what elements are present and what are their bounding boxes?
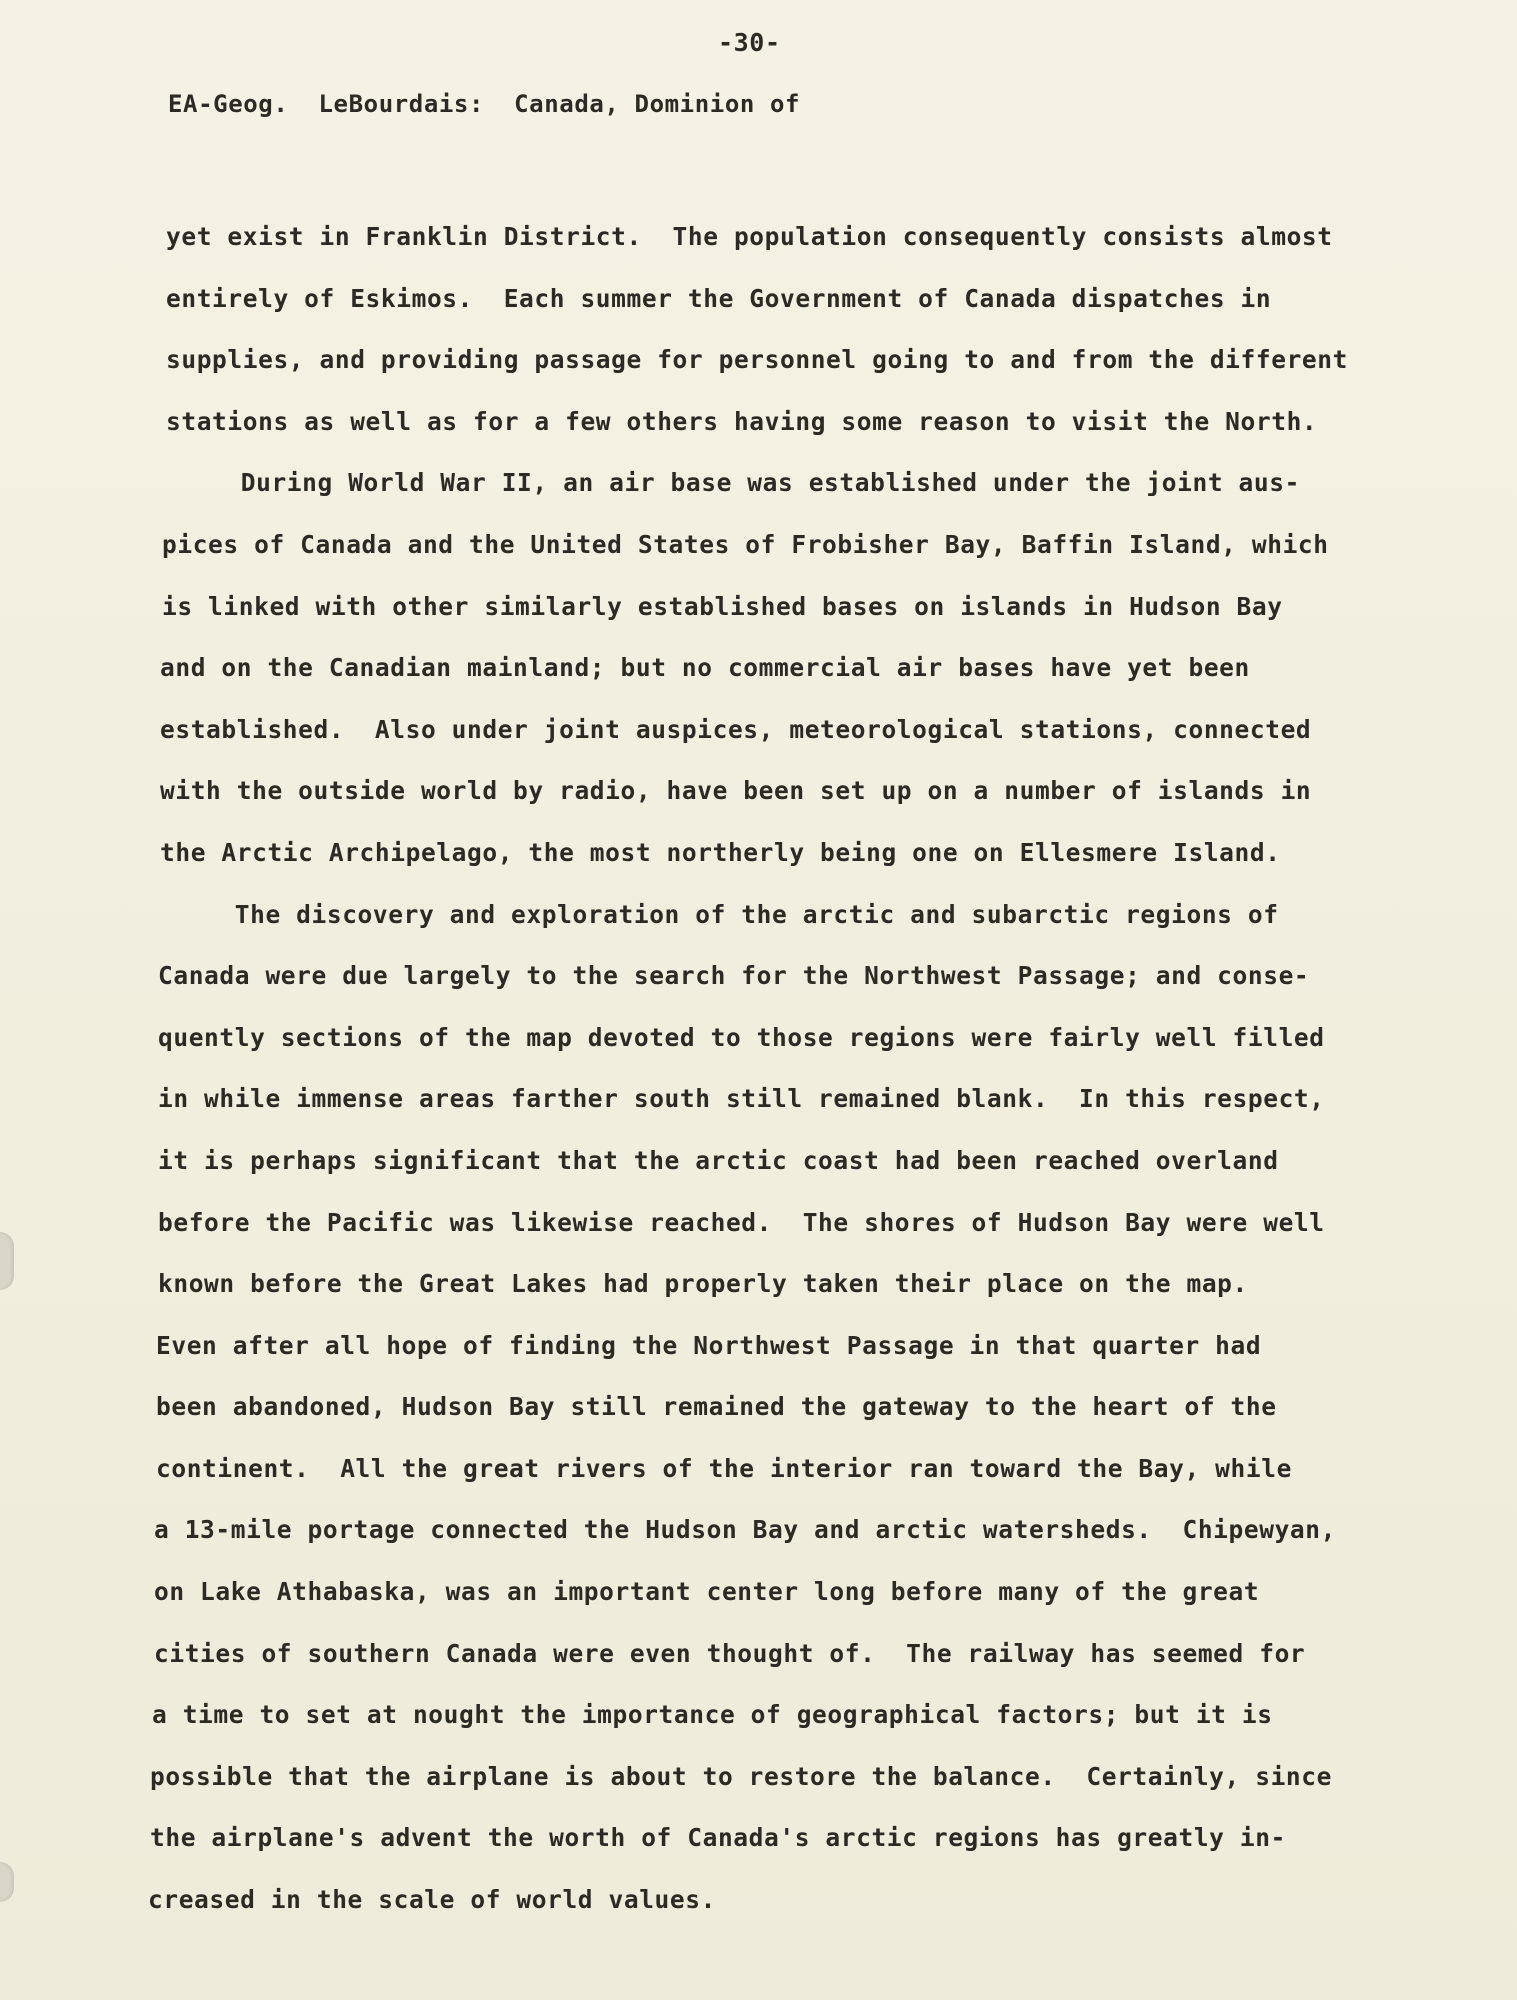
text-line: creased in the scale of world values. <box>148 1885 716 1915</box>
text-line: been abandoned, Hudson Bay still remained the gateway to the heart of the <box>156 1392 1277 1422</box>
page-number: -30- <box>718 28 781 57</box>
text-line: cities of southern Canada were even thought of. The railway has seemed for <box>154 1638 1306 1668</box>
punch-hole <box>0 1862 14 1902</box>
text-line: stations as well as for a few others having some reason to visit the North. <box>166 406 1318 436</box>
text-line: the airplane's advent the worth of Canada's arctic regions has greatly in- <box>150 1823 1286 1853</box>
text-line: established. Also under joint auspices, meteorological stations, connected <box>160 714 1312 744</box>
text-line: known before the Great Lakes had properly taken their place on the map. <box>158 1269 1248 1299</box>
body-text <box>150 206 1370 1931</box>
text-line: possible that the airplane is about to restore the balance. Certainly, since <box>150 1761 1332 1791</box>
text-line: The discovery and exploration of the arctic and subarctic regions of <box>158 899 1279 929</box>
document-header: EA-Geog. LeBourdais: Canada, Dominion of <box>168 90 801 118</box>
text-line: a time to set at nought the importance of geographical factors; but it is <box>152 1700 1273 1730</box>
punch-hole <box>0 1232 14 1290</box>
text-line: a 13-mile portage connected the Hudson Bay and arctic watersheds. Chipewyan, <box>154 1515 1336 1545</box>
text-line: with the outside world by radio, have been set up on a number of islands in <box>160 776 1312 806</box>
text-line: is linked with other similarly established bases on islands in Hudson Bay <box>162 591 1283 621</box>
text-line: pices of Canada and the United States of Frobisher Bay, Baffin Island, which <box>162 529 1329 559</box>
text-line: it is perhaps significant that the arctic coast had been reached overland <box>158 1145 1279 1175</box>
text-line: continent. All the great rivers of the interior ran toward the Bay, while <box>156 1453 1292 1483</box>
text-line: Canada were due largely to the search for the Northwest Passage; and conse- <box>158 961 1310 991</box>
text-line: and on the Canadian mainland; but no commercial air bases have yet been <box>160 653 1250 683</box>
text-line: yet exist in Franklin District. The population consequently consists almost <box>166 222 1333 251</box>
text-line: entirely of Eskimos. Each summer the Government of Canada dispatches in <box>166 283 1272 313</box>
text-line: supplies, and providing passage for personnel going to and from the different <box>166 345 1348 375</box>
text-line: Even after all hope of finding the Northwest Passage in that quarter had <box>156 1330 1262 1360</box>
text-line: the Arctic Archipelago, the most northerly being one on Ellesmere Island. <box>160 837 1281 867</box>
text-line: quently sections of the map devoted to those regions were fairly well filled <box>158 1022 1325 1052</box>
text-line: before the Pacific was likewise reached. The shores of Hudson Bay were well <box>158 1207 1325 1237</box>
text-line: on Lake Athabaska, was an important center long before many of the great <box>154 1577 1260 1607</box>
text-line: in while immense areas farther south still remained blank. In this respect, <box>158 1084 1325 1114</box>
text-line: During World War II, an air base was established under the joint aus- <box>164 468 1300 498</box>
